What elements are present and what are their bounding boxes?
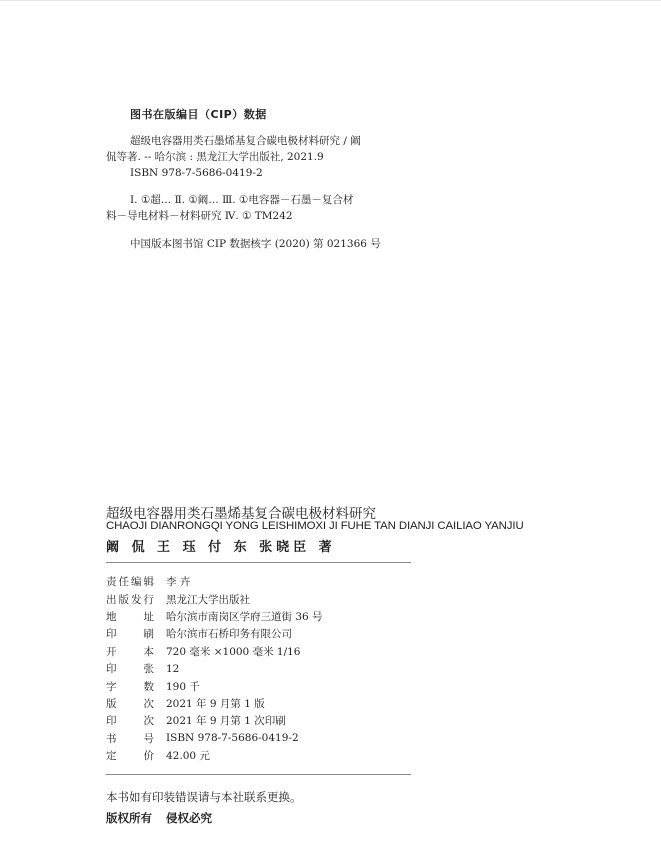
info-key: 开 本 <box>106 645 154 658</box>
printing-error-notice: 本书如有印装错误请与本社联系更换。 <box>106 790 302 804</box>
info-key: 印 张 <box>106 663 154 676</box>
info-row <box>106 660 323 677</box>
info-row <box>106 590 323 607</box>
info-value: ISBN 978-7-5686-0419-2 <box>166 732 299 745</box>
book-authors: 阚 侃 王 珏 付 东 张晓臣 著 <box>106 540 336 555</box>
info-row <box>106 573 323 590</box>
cip-publisher-line: 侃等著. -- 哈尔滨 : 黑龙江大学出版社, 2021.9 <box>106 151 324 163</box>
copyright-statement: 版权所有 侵权必究 <box>106 811 213 825</box>
info-key: 印 刷 <box>106 628 154 641</box>
info-key: 定 价 <box>106 750 154 763</box>
cip-isbn-line: ISBN 978-7-5686-0419-2 <box>130 167 263 179</box>
cip-record-number: 中国版本图书馆 CIP 数据核字 (2020) 第 021366 号 <box>130 238 381 250</box>
publication-info-table <box>106 573 323 764</box>
info-value: 黑龙江大学出版社 <box>166 593 250 606</box>
info-value: 2021 年 9 月第 1 版 <box>166 697 265 710</box>
info-row <box>106 730 323 747</box>
info-row <box>106 625 323 642</box>
info-row <box>106 712 323 729</box>
info-value: 2021 年 9 月第 1 次印刷 <box>166 715 286 728</box>
info-row <box>106 608 323 625</box>
info-row <box>106 677 323 694</box>
info-value: 190 千 <box>166 680 200 693</box>
info-key: 地 址 <box>106 610 154 623</box>
info-row <box>106 747 323 764</box>
info-value: 哈尔滨市石桥印务有限公司 <box>166 628 292 641</box>
info-row <box>106 695 323 712</box>
info-key: 版 次 <box>106 697 154 710</box>
info-value: 12 <box>166 662 180 675</box>
info-key: 责 任 编 辑 <box>106 576 154 589</box>
info-value: 42.00 元 <box>166 750 210 763</box>
book-title-pinyin: CHAOJI DIANRONGQI YONG LEISHIMOXI JI FUHE TAN DIANJI CAILIAO YANJIU <box>106 520 524 532</box>
cip-classification-line-2: 料－导电材料－材料研究 Ⅳ. ① TM242 <box>106 210 293 222</box>
info-value: 哈尔滨市南岗区学府三道街 36 号 <box>166 610 323 623</box>
top-border <box>0 0 661 1</box>
cip-classification-line: Ⅰ. ①超… Ⅱ. ①阚… Ⅲ. ①电容器－石墨－复合材 <box>130 194 354 206</box>
cip-heading: 图书在版编目（CIP）数据 <box>130 108 267 121</box>
info-key: 字 数 <box>106 680 154 693</box>
info-value: 720 毫米 ×1000 毫米 1/16 <box>166 645 301 658</box>
info-row <box>106 643 323 660</box>
info-key: 印 次 <box>106 715 154 728</box>
info-key: 书 号 <box>106 732 154 745</box>
divider-bottom <box>106 774 411 775</box>
cip-title-line: 超级电容器用类石墨烯基复合碳电极材料研究 / 阚 <box>130 135 361 147</box>
divider-top <box>106 562 411 563</box>
book-title-chinese: 超级电容器用类石墨烯基复合碳电极材料研究 <box>106 506 376 522</box>
info-key: 出 版 发 行 <box>106 593 154 606</box>
info-value: 李 卉 <box>166 576 191 589</box>
